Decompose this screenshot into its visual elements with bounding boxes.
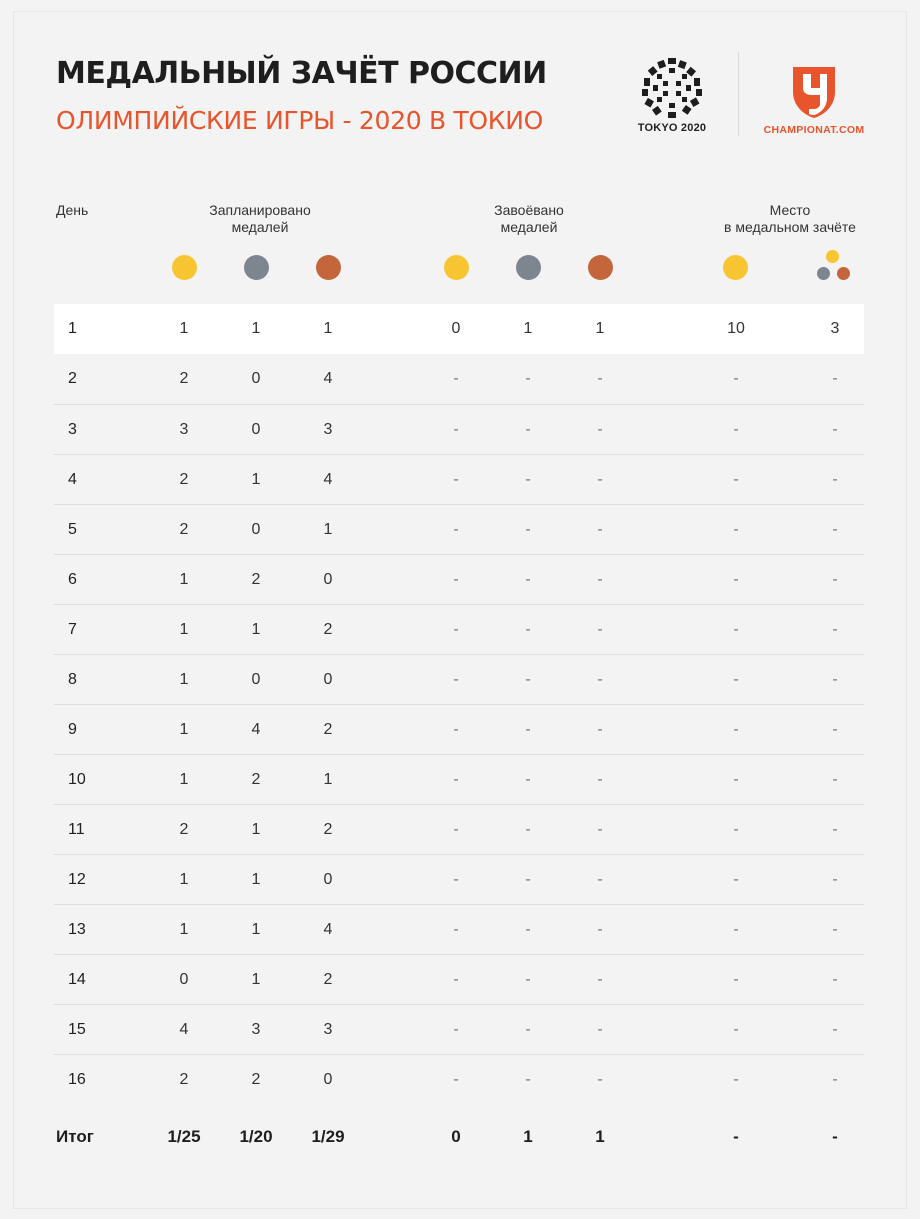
place-gold-cell: -: [733, 621, 739, 638]
place-overall-cell: -: [832, 571, 838, 588]
place-overall-cell: -: [832, 921, 838, 938]
place-overall-cell: -: [832, 471, 838, 488]
won-bronze-cell: -: [597, 421, 603, 438]
won-silver-cell: -: [525, 821, 531, 838]
won-silver-cell: -: [525, 721, 531, 738]
won-bronze-medal-icon: [588, 255, 613, 280]
planned-bronze-cell: 0: [323, 1071, 333, 1088]
place-gold-cell: -: [733, 471, 739, 488]
planned-gold-cell: 1: [179, 571, 189, 588]
planned-gold-cell: 1: [179, 871, 189, 888]
total-planned-bronze: 1/29: [311, 1127, 345, 1146]
day-cell: 3: [68, 421, 77, 438]
total-won-bronze: 1: [595, 1127, 605, 1146]
planned-gold-cell: 1: [179, 671, 189, 688]
place-gold-cell: -: [733, 421, 739, 438]
planned-silver-cell: 0: [251, 421, 261, 438]
planned-bronze-cell: 4: [323, 921, 333, 938]
planned-silver-cell: 1: [251, 621, 261, 638]
place-gold-cell: -: [733, 721, 739, 738]
day-cell: 7: [68, 621, 77, 638]
planned-gold-cell: 2: [179, 821, 189, 838]
planned-bronze-cell: 3: [323, 421, 333, 438]
planned-bronze-cell: 1: [323, 320, 333, 337]
place-overall-cell: -: [832, 521, 838, 538]
table-row: [54, 654, 864, 704]
page-title: МЕДАЛЬНЫЙ ЗАЧЁТ РОССИИ: [56, 56, 547, 91]
won-gold-cell: -: [453, 871, 459, 888]
won-silver-cell: -: [525, 621, 531, 638]
place-gold-cell: 10: [727, 320, 745, 337]
planned-silver-cell: 2: [251, 771, 261, 788]
planned-gold-cell: 2: [179, 471, 189, 488]
won-gold-medal-icon: [444, 255, 469, 280]
place-overall-cell: -: [832, 671, 838, 688]
won-bronze-cell: -: [597, 921, 603, 938]
won-gold-cell: -: [453, 521, 459, 538]
won-silver-cell: -: [525, 1071, 531, 1088]
tokyo-emblem-icon: [640, 56, 704, 120]
place-overall-cell: -: [832, 1021, 838, 1038]
won-bronze-cell: -: [597, 671, 603, 688]
planned-gold-cell: 3: [179, 421, 189, 438]
won-gold-cell: -: [453, 1021, 459, 1038]
planned-silver-cell: 3: [251, 1021, 261, 1038]
championat-logo-text: CHAMPIONAT.COM: [763, 124, 865, 136]
place-gold-cell: -: [733, 370, 739, 387]
place-gold-cell: -: [733, 771, 739, 788]
planned-gold-cell: 2: [179, 370, 189, 387]
day-cell: 10: [68, 771, 86, 788]
won-bronze-cell: -: [597, 721, 603, 738]
won-silver-cell: 1: [523, 320, 533, 337]
won-silver-medal-icon: [516, 255, 541, 280]
won-gold-cell: -: [453, 1071, 459, 1088]
won-gold-cell: -: [453, 671, 459, 688]
won-silver-cell: -: [525, 1021, 531, 1038]
table-row: [54, 404, 864, 454]
place-overall-cell: -: [832, 871, 838, 888]
place-gold-cell: -: [733, 921, 739, 938]
day-cell: 4: [68, 471, 77, 488]
won-silver-cell: -: [525, 521, 531, 538]
place-overall-cell: -: [832, 721, 838, 738]
day-cell: 11: [68, 821, 85, 838]
place-overall-cell: -: [832, 621, 838, 638]
total-won-gold: 0: [451, 1127, 461, 1146]
place-overall-cell: -: [832, 771, 838, 788]
day-cell: 13: [68, 921, 86, 938]
won-bronze-cell: -: [597, 471, 603, 488]
planned-gold-cell: 1: [179, 771, 189, 788]
won-bronze-cell: -: [597, 971, 603, 988]
won-gold-cell: 0: [451, 320, 461, 337]
column-header-planned: Запланировано медалей: [209, 202, 311, 235]
table-row: [54, 854, 864, 904]
column-header-place: Место в медальном зачёте: [724, 202, 856, 235]
total-row: [54, 1112, 864, 1162]
planned-bronze-cell: 0: [323, 571, 333, 588]
won-gold-cell: -: [453, 421, 459, 438]
won-bronze-cell: -: [597, 1071, 603, 1088]
championat-shield-icon: [790, 64, 838, 120]
planned-gold-cell: 1: [179, 621, 189, 638]
planned-bronze-cell: 1: [323, 771, 333, 788]
table-row: [54, 804, 864, 854]
table-row: [54, 454, 864, 504]
day-cell: 16: [68, 1071, 86, 1088]
day-cell: 1: [68, 320, 77, 337]
table-row: [54, 554, 864, 604]
planned-silver-cell: 1: [251, 821, 261, 838]
place-overall-cell: -: [832, 821, 838, 838]
place-overall-cell: -: [832, 370, 838, 387]
planned-gold-cell: 2: [179, 1071, 189, 1088]
planned-bronze-cell: 2: [323, 721, 333, 738]
planned-bronze-cell: 2: [323, 821, 333, 838]
place-by-gold-medal-icon: [723, 255, 748, 280]
planned-silver-cell: 1: [251, 320, 261, 337]
won-silver-cell: -: [525, 671, 531, 688]
place-gold-cell: -: [733, 971, 739, 988]
won-bronze-cell: -: [597, 521, 603, 538]
table-row: [54, 704, 864, 754]
won-silver-cell: -: [525, 771, 531, 788]
planned-bronze-cell: 0: [323, 671, 333, 688]
day-cell: 6: [68, 571, 77, 588]
table-row: [54, 954, 864, 1004]
won-bronze-cell: -: [597, 821, 603, 838]
planned-silver-cell: 4: [251, 721, 261, 738]
won-silver-cell: -: [525, 571, 531, 588]
day-cell: 14: [68, 971, 86, 988]
planned-gold-cell: 1: [179, 721, 189, 738]
won-bronze-cell: -: [597, 771, 603, 788]
won-silver-cell: -: [525, 921, 531, 938]
won-bronze-cell: -: [597, 370, 603, 387]
won-bronze-cell: -: [597, 1021, 603, 1038]
planned-gold-medal-icon: [172, 255, 197, 280]
tokyo-2020-logo: [636, 54, 708, 140]
place-gold-cell: -: [733, 821, 739, 838]
table-row: [54, 1004, 864, 1054]
planned-bronze-cell: 4: [323, 471, 333, 488]
day-cell: 5: [68, 521, 77, 538]
won-silver-cell: -: [525, 471, 531, 488]
won-bronze-cell: -: [597, 571, 603, 588]
planned-gold-cell: 0: [179, 971, 189, 988]
table-row: [54, 754, 864, 804]
total-label: Итог: [56, 1127, 94, 1146]
day-cell: 2: [68, 370, 77, 387]
planned-silver-cell: 0: [251, 521, 261, 538]
place-overall-cell: -: [832, 421, 838, 438]
planned-silver-cell: 1: [251, 921, 261, 938]
day-cell: 12: [68, 871, 86, 888]
won-gold-cell: -: [453, 721, 459, 738]
won-gold-cell: -: [453, 621, 459, 638]
total-won-silver: 1: [523, 1127, 533, 1146]
table-row: [54, 1054, 864, 1104]
place-overall-cell: -: [832, 1071, 838, 1088]
place-overall-cell: -: [832, 971, 838, 988]
place-gold-cell: -: [733, 1071, 739, 1088]
planned-bronze-medal-icon: [316, 255, 341, 280]
total-place-gold: -: [733, 1127, 739, 1146]
total-planned-silver: 1/20: [239, 1127, 273, 1146]
medal-table: [54, 304, 864, 1104]
table-row: [54, 604, 864, 654]
planned-gold-cell: 1: [179, 320, 189, 337]
place-gold-cell: -: [733, 671, 739, 688]
planned-bronze-cell: 2: [323, 621, 333, 638]
day-cell: 8: [68, 671, 77, 688]
table-row: [54, 304, 864, 354]
won-gold-cell: -: [453, 971, 459, 988]
planned-silver-cell: 0: [251, 370, 261, 387]
place-overall-cell: 3: [830, 320, 840, 337]
table-row: [54, 354, 864, 404]
logo-divider: [738, 52, 739, 136]
planned-bronze-cell: 2: [323, 971, 333, 988]
table-row: [54, 504, 864, 554]
won-gold-cell: -: [453, 571, 459, 588]
table-row: [54, 904, 864, 954]
won-bronze-cell: 1: [595, 320, 605, 337]
planned-silver-cell: 1: [251, 871, 261, 888]
total-place-overall: -: [832, 1127, 838, 1146]
planned-silver-cell: 2: [251, 571, 261, 588]
planned-bronze-cell: 3: [323, 1021, 333, 1038]
place-gold-cell: -: [733, 1021, 739, 1038]
column-header-won: Завоёвано медалей: [494, 202, 564, 235]
day-cell: 15: [68, 1021, 86, 1038]
planned-silver-medal-icon: [244, 255, 269, 280]
planned-gold-cell: 2: [179, 521, 189, 538]
place-gold-cell: -: [733, 571, 739, 588]
planned-silver-cell: 1: [251, 471, 261, 488]
planned-gold-cell: 4: [179, 1021, 189, 1038]
column-header-day: День: [56, 202, 89, 218]
day-cell: 9: [68, 721, 77, 738]
planned-gold-cell: 1: [179, 921, 189, 938]
place-gold-cell: -: [733, 521, 739, 538]
won-silver-cell: -: [525, 971, 531, 988]
planned-bronze-cell: 1: [323, 521, 333, 538]
planned-silver-cell: 1: [251, 971, 261, 988]
won-bronze-cell: -: [597, 621, 603, 638]
place-gold-cell: -: [733, 871, 739, 888]
page-subtitle: ОЛИМПИЙСКИЕ ИГРЫ - 2020 В ТОКИО: [56, 106, 544, 135]
won-gold-cell: -: [453, 821, 459, 838]
won-gold-cell: -: [453, 370, 459, 387]
won-gold-cell: -: [453, 771, 459, 788]
won-silver-cell: -: [525, 871, 531, 888]
won-gold-cell: -: [453, 921, 459, 938]
planned-silver-cell: 2: [251, 1071, 261, 1088]
won-bronze-cell: -: [597, 871, 603, 888]
planned-bronze-cell: 0: [323, 871, 333, 888]
won-silver-cell: -: [525, 421, 531, 438]
tokyo-logo-text: TOKYO 2020: [637, 122, 707, 134]
planned-silver-cell: 0: [251, 671, 261, 688]
won-silver-cell: -: [525, 370, 531, 387]
won-gold-cell: -: [453, 471, 459, 488]
total-planned-gold: 1/25: [167, 1127, 201, 1146]
championat-logo: [756, 62, 872, 142]
planned-bronze-cell: 4: [323, 370, 333, 387]
